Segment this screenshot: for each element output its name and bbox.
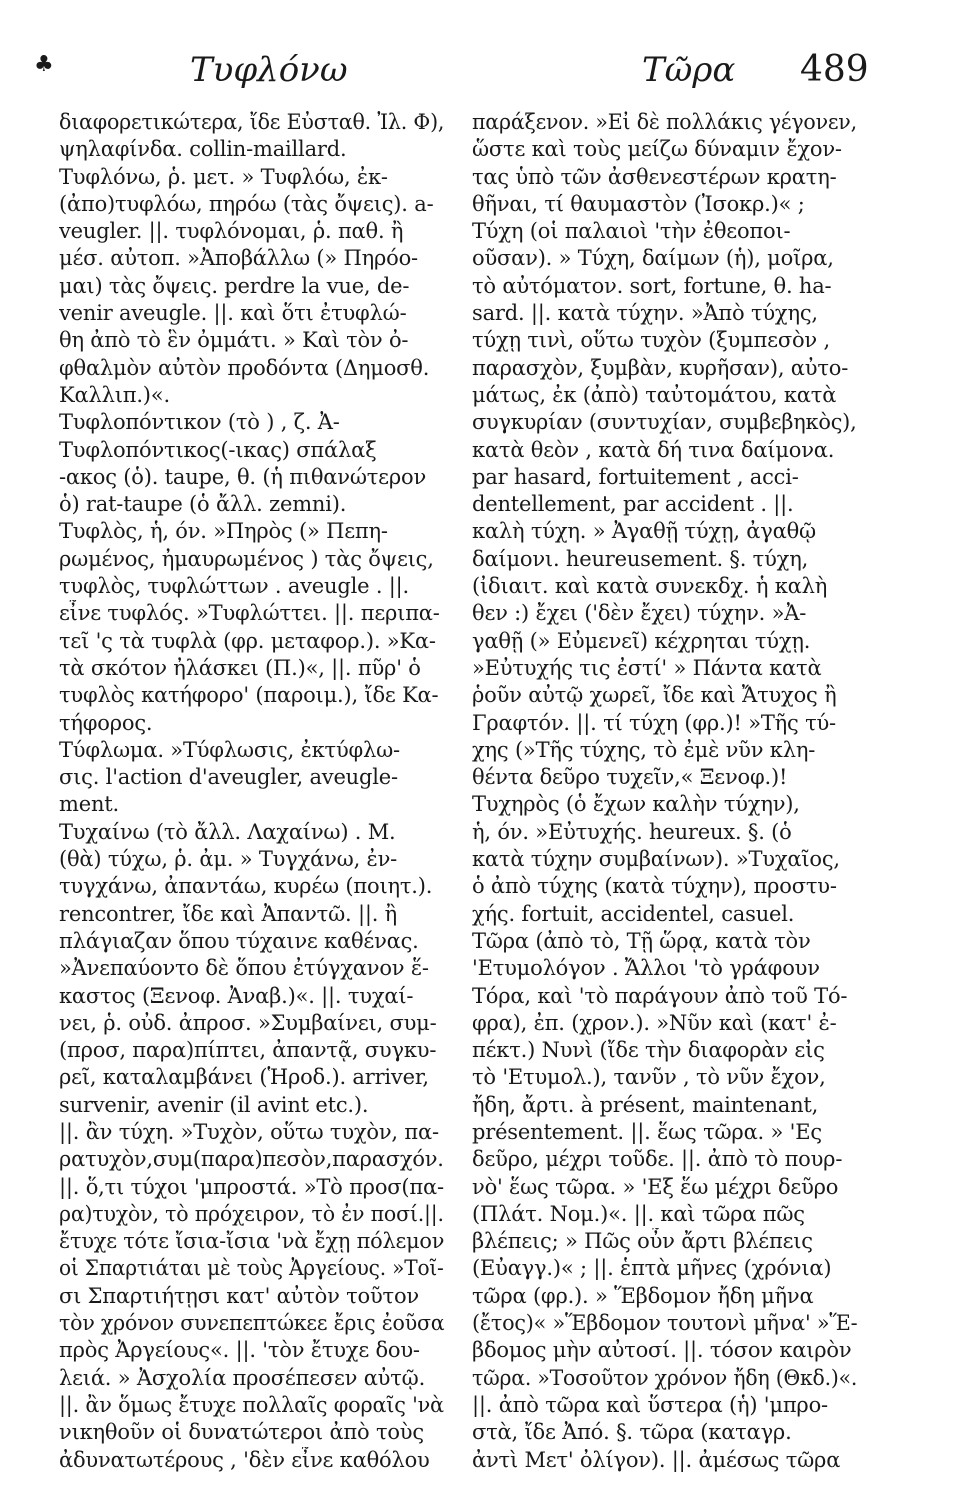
text-line: ῥοῦν αὐτῷ χωρεῖ, ἴδε καὶ Ἄτυχος ἢ	[472, 683, 837, 708]
text-line: ὥστε καὶ τοὺς μείζω δύναμιν ἔχον-	[472, 137, 842, 162]
text-line: βλέπεις; » Πῶς οὖν ἄρτι βλέπεις	[472, 1229, 813, 1254]
text-line: μαι) τὰς ὄψεις. perdre la vue, de-	[59, 273, 410, 298]
text-line: οῦσαν). » Τύχη, δαίμων (ἡ), μοῖρα,	[472, 246, 834, 271]
text-line: Καλλιπ.)«.	[59, 382, 170, 407]
text-line: ἔτυχε τότε ἴσια-ἴσια 'νὰ ἔχῃ πόλεμον	[59, 1229, 445, 1254]
text-line: δαίμονι. heureusement. §. τύχη,	[472, 546, 809, 571]
text-line: ὁ ἀπὸ τύχης (κατὰ τύχην), προστυ-	[472, 874, 837, 899]
text-line: ρατυχὸν,συμ(παρα)πεσὸν,παρασχόν.	[59, 1147, 444, 1172]
text-line: (ἔτος)« »Ἕβδομον τουτονὶ μῆνα' »Ἕ-	[472, 1311, 858, 1336]
text-line: (προσ, παρα)πίπτει, ἀπαντᾷ, συγκυ-	[59, 1038, 437, 1063]
text-line: σις. l'action d'aveugler, aveugle-	[59, 765, 398, 790]
text-line: (θὰ) τύχω, ῥ. ἀμ. » Τυγχάνω, ἐν-	[59, 847, 398, 872]
text-line: νει, ῥ. οὐδ. ἀπροσ. »Συμβαίνει, συμ-	[59, 1010, 437, 1035]
text-line: Τῶρα (ἀπὸ τὸ, Τῇ ὥρᾳ, κατὰ τὸν	[472, 928, 811, 953]
text-line: θέντα δεῦρο τυχεῖν,« Ξενοφ.)!	[472, 765, 788, 790]
text-line: θεν :) ἔχει ('δὲν ἔχει) τύχην. »Ἀ-	[472, 601, 807, 626]
text-line: Τυφλόνω, ῥ. μετ. » Τυφλόω, ἐκ-	[59, 164, 388, 189]
text-line: διαφορετικώτερα, ἴδε Εὐσταθ. Ἰλ. Φ),	[59, 110, 445, 134]
text-line: παρασχὸν, ξυμβὰν, κυρῆσαν), αὐτο-	[472, 355, 849, 380]
text-line: πλάγιαζαν ὅπου τύχαινε καθένας.	[59, 928, 419, 953]
text-line: Τύφλωμα. »Τύφλωσις, ἐκτύφλω-	[59, 737, 400, 762]
text-line: μάτως, ἐκ (ἀπὸ) ταὐτομάτου, κατὰ	[472, 382, 837, 407]
text-line: ὁ) rat-taupe (ὁ ἄλλ. zemni).	[59, 492, 347, 517]
text-line: (Πλάτ. Νομ.)«. ||. καὶ τῶρα πῶς	[472, 1201, 805, 1226]
text-line: κατὰ τύχην συμβαίνων). »Τυχαῖος,	[472, 847, 840, 872]
text-line: présentement. ||. ἕως τῶρα. » 'Ες	[472, 1119, 822, 1144]
text-line: τὸ 'Ετυμολ.), τανῦν , τὸ νῦν ἔχον,	[472, 1065, 826, 1090]
text-line: -ακος (ὁ). taupe, θ. (ἡ πιθανώτερον	[59, 464, 427, 489]
text-line: ἡ, όν. »Εὐτυχής. heureux. §. (ὁ	[472, 819, 792, 844]
text-line: ment.	[59, 792, 119, 817]
text-line: τύχῃ τινὶ, οὕτω τυχὸν (ξυμπεσὸν ,	[472, 328, 830, 353]
text-line: ||. ἀπὸ τῶρα καὶ ὕστερα (ἡ) 'μπρο-	[472, 1392, 828, 1417]
text-line: τὸ αὐτόματον. sort, fortune, θ. ha-	[472, 273, 832, 298]
text-line: βδομος μὴν αὐτοσί. ||. τόσον καιρὸν	[472, 1338, 852, 1363]
text-line: Τόρα, καὶ 'τὸ παράγουν ἀπὸ τοῦ Τό-	[472, 983, 848, 1008]
text-line: ρεῖ, καταλαμβάνει (Ἡροδ.). arriver,	[59, 1065, 429, 1090]
text-line: Τύχη (οἱ παλαιοὶ 'τὴν ἐθεοποι-	[472, 219, 791, 244]
text-line: τυγχάνω, ἀπαντάω, κυρέω (ποιητ.).	[59, 874, 433, 899]
text-line: Τυφλοπόντικον (τὸ ) , ζ. Ἀ-	[59, 410, 340, 435]
text-line: Γραφτόν. ||. τί τύχη (φρ.)! »Τῆς τύ-	[472, 710, 836, 735]
text-line: πρὸς Ἀργείους«. ||. 'τὸν ἔτυχε δου-	[59, 1338, 420, 1363]
header-ornament: ♣	[34, 52, 54, 77]
text-line: εἶνε τυφλός. »Τυφλώττει. ||. περιπα-	[59, 601, 440, 626]
text-line: παράξενον. »Εἰ δὲ πολλάκις γέγονεν,	[472, 110, 857, 134]
text-line: τὸν χρόνον συνεπεπτώκεε ἔρις ἐοῦσα	[59, 1311, 445, 1336]
text-line: ||. ὅ,τι τύχοι 'μπροστά. »Τὸ προσ(πα-	[59, 1174, 444, 1199]
header-last-headword: Τῶρα	[642, 50, 736, 90]
text-line: καστος (Ξενοφ. Ἀναβ.)«. ||. τυχαί-	[59, 983, 414, 1008]
text-line: 'Ετυμολόγον . Ἄλλοι 'τὸ γράφουν	[472, 956, 820, 981]
header-first-headword: Τυφλόνω	[190, 50, 348, 90]
right-column	[472, 109, 857, 1474]
text-line: ἤδη, ἄρτι. à présent, maintenant,	[472, 1092, 819, 1117]
text-line: οἱ Σπαρτιάται μὲ τοὺς Ἀργείους. »Τοῖ-	[59, 1256, 444, 1281]
text-line: καλὴ τύχη. » Ἀγαθῇ τύχῃ, ἀγαθῷ	[472, 519, 816, 544]
text-line: Τυχηρὸς (ὁ ἔχων καλὴν τύχην),	[472, 792, 800, 817]
text-line: ἀδυνατωτέρους , 'δὲν εἶνε καθόλου	[59, 1447, 430, 1472]
left-column	[59, 109, 444, 1474]
text-line: νικηθοῦν οἱ δυνατώτεροι ἀπὸ τοὺς	[59, 1420, 424, 1445]
text-line: τὰ σκότον ἠλάσκει (Π.)«, ||. πῦρ' ὁ	[59, 655, 421, 680]
text-line: ρα)τυχὸν, τὸ πρόχειρον, τὸ ἐν ποσί.||.	[59, 1201, 444, 1226]
text-line: rencontrer, ἴδε καὶ Ἀπαντῶ. ||. ἢ	[59, 901, 398, 926]
text-line: θῆναι, τί θαυμαστὸν (Ἰσοκρ.)« ;	[472, 191, 805, 216]
text-line: λειά. » Ἀσχολία προσέπεσεν αὐτῷ.	[59, 1365, 426, 1390]
text-line: τυφλὸς κατήφορο' (παροιμ.), ἴδε Κα-	[59, 683, 439, 708]
text-line: veugler. ||. τυφλόνομαι, ῥ. παθ. ἢ	[59, 219, 404, 244]
text-line: κατὰ θεὸν , κατὰ δή τινα δαίμονα.	[472, 437, 835, 462]
text-line: Τυφλοπόντικος(-ικας) σπάλαξ	[59, 437, 377, 462]
text-line: par hasard, fortuitement , acci-	[472, 464, 799, 489]
text-line: μέσ. αὐτοπ. »Ἀποβάλλω (» Πηρόο-	[59, 246, 418, 271]
text-line: χής. fortuit, accidentel, casuel.	[472, 901, 795, 926]
text-line: ρωμένος, ἠμαυρωμένος ) τὰς ὄψεις,	[59, 546, 434, 571]
text-line: σι Σπαρτιήτῃσι κατ' αὐτὸν τοῦτον	[59, 1283, 419, 1308]
text-line: dentellement, par accident . ||.	[472, 492, 794, 517]
text-line: δεῦρο, μέχρι τοῦδε. ||. ἀπὸ τὸ πουρ-	[472, 1147, 843, 1172]
text-line: venir aveugle. ||. καὶ ὅτι ἐτυφλώ-	[59, 301, 407, 326]
text-line: τήφορος.	[59, 710, 153, 735]
text-line: ||. ἂν ὅμως ἔτυχε πολλαῖς φοραῖς 'νὰ	[59, 1392, 444, 1417]
text-line: ||. ἂν τύχη. »Τυχὸν, οὕτω τυχὸν, πα-	[59, 1119, 439, 1144]
text-line: »Εὐτυχής τις ἐστί' » Πάντα κατὰ	[472, 655, 822, 680]
text-line: γαθῇ (» Εὐμενεῖ) κέχρηται τύχῃ.	[472, 628, 811, 653]
text-line: ἀντὶ Μετ' ὀλίγον). ||. ἀμέσως τῶρα	[472, 1447, 841, 1472]
text-line: τῶρα. »Τοσοῦτον χρόνον ἤδη (Θκδ.)«.	[472, 1365, 858, 1390]
text-line: (ἀπο)τυφλόω, πηρόω (τὰς ὄψεις). a-	[59, 191, 434, 216]
text-line: χης (»Τῆς τύχης, τὸ ἐμὲ νῦν κλη-	[472, 737, 816, 762]
text-line: τῶρα (φρ.). » Ἕβδομον ἤδη μῆνα	[472, 1283, 814, 1308]
text-line: (Εὐαγγ.)« ; ||. ἑπτὰ μῆνες (χρόνια)	[472, 1256, 832, 1281]
text-line: ψηλαφίνδα. collin-maillard.	[59, 137, 347, 162]
text-line: συγκυρίαν (συντυχίαν, συμβεβηκὸς),	[472, 410, 857, 435]
text-line: φρα), ἐπ. (χρον.). »Νῦν καὶ (κατ' ἐ-	[472, 1010, 837, 1035]
text-line: θη ἀπὸ τὸ ἓν ὀμμάτι. » Καὶ τὸν ὀ-	[59, 328, 409, 353]
text-line: sard. ||. κατὰ τύχην. »Ἀπὸ τύχης,	[472, 301, 818, 326]
text-line: Τυφλὸς, ἡ, όν. »Πηρὸς (» Πεπη-	[59, 519, 388, 544]
text-line: survenir, avenir (il avint etc.).	[59, 1092, 369, 1117]
text-line: νὸ' ἕως τῶρα. » 'Εξ ἕω μέχρι δεῦρο	[472, 1174, 839, 1199]
text-line: πέκτ.) Νυνὶ (ἴδε τὴν διαφορὰν εἰς	[472, 1038, 825, 1063]
text-line: φθαλμὸν αὐτὸν προδόντα (Δημοσθ.	[59, 355, 430, 380]
page-number: 489	[800, 49, 869, 90]
text-line: στὰ, ἴδε Ἀπό. §. τῶρα (καταγρ.	[472, 1420, 792, 1445]
text-line: τεῖ 'ς τὰ τυφλὰ (φρ. μεταφορ.). »Κα-	[59, 628, 436, 653]
text-line: Τυχαίνω (τὸ ἄλλ. Λαχαίνω) . Μ.	[59, 819, 396, 844]
text-line: »Ἀνεπαύοντο δὲ ὅπου ἐτύγχανον ἕ-	[59, 956, 429, 981]
text-line: (ἰδιαιτ. καὶ κατὰ συνεκδχ. ἡ καλὴ	[472, 574, 828, 599]
text-line: τας ὑπὸ τῶν ἀσθενεστέρων κρατη-	[472, 164, 837, 189]
text-line: τυφλὸς, τυφλώττων . aveugle . ||.	[59, 574, 410, 599]
